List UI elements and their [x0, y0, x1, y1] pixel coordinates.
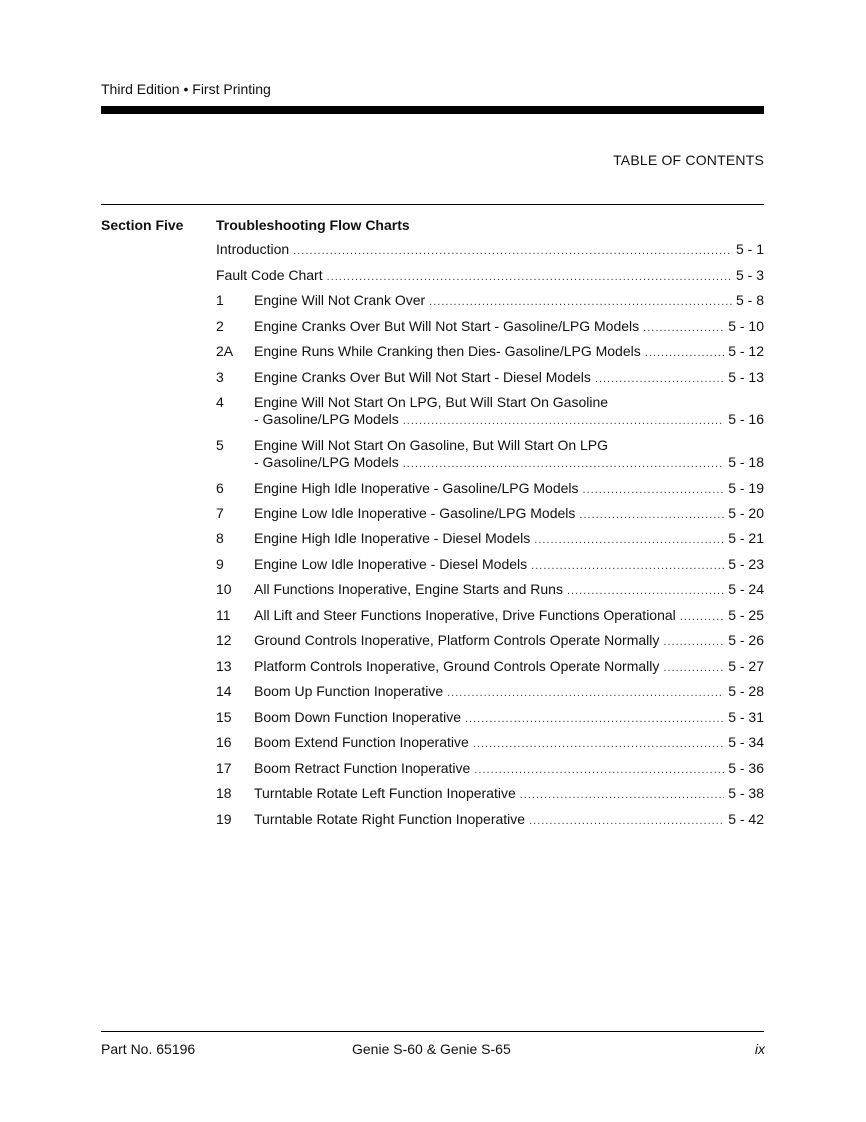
dot-leader: [293, 241, 732, 258]
toc-entry-title: Engine Low Idle Inoperative - Gasoline/LPG Models: [254, 505, 576, 521]
edition-line: Third Edition • First Printing: [101, 81, 271, 97]
section-title: Troubleshooting Flow Charts: [216, 217, 410, 233]
toc-entry-title: Engine Runs While Cranking then Dies- Gasoline/LPG Models: [254, 343, 641, 359]
toc-entry[interactable]: [216, 709, 764, 726]
toc-entry-number: 2: [216, 318, 224, 334]
dot-leader: [579, 505, 724, 522]
dot-leader: [429, 292, 732, 309]
toc-entry-page: 5 - 25: [728, 607, 764, 623]
dot-leader: [447, 683, 724, 700]
toc-entry-page: 5 - 12: [728, 343, 764, 359]
dot-leader: [583, 480, 725, 497]
section-label: Section Five: [101, 217, 184, 233]
toc-entry-title: Platform Controls Inoperative, Ground Controls Operate Normally: [254, 658, 660, 674]
toc-entry-number: 5: [216, 437, 224, 453]
toc-entry-title: Ground Controls Inoperative, Platform Controls Operate Normally: [254, 632, 660, 648]
header-rule: [101, 106, 764, 114]
dot-leader: [567, 581, 724, 598]
toc-entry-page: 5 - 27: [728, 658, 764, 674]
toc-entry-page: 5 - 19: [728, 480, 764, 496]
toc-entry[interactable]: [216, 505, 764, 522]
toc-entry-number: 2A: [216, 343, 234, 359]
dot-leader: [403, 411, 724, 428]
toc-entry[interactable]: [216, 480, 764, 497]
toc-entry-number: 17: [216, 760, 232, 776]
toc-entry[interactable]: [216, 241, 764, 258]
dot-leader: [663, 632, 724, 649]
toc-entry-title: Boom Up Function Inoperative: [254, 683, 444, 699]
toc-entry-number: 18: [216, 785, 232, 801]
toc-entry[interactable]: [216, 632, 764, 649]
toc-entry[interactable]: [216, 343, 764, 360]
toc-entry-page: 5 - 18: [728, 454, 764, 470]
toc-entry[interactable]: [216, 811, 764, 828]
toc-entry-number: 8: [216, 530, 224, 546]
toc-entry-title-cont: - Gasoline/LPG Models: [254, 454, 399, 470]
toc-entry-page: 5 - 16: [728, 411, 764, 427]
toc-entry[interactable]: [216, 683, 764, 700]
toc-entry-title: Engine Cranks Over But Will Not Start - Diesel Models: [254, 369, 591, 385]
dot-leader: [680, 607, 724, 624]
toc-entry-title: Engine High Idle Inoperative - Diesel Models: [254, 530, 531, 546]
toc-entry-page: 5 - 34: [728, 734, 764, 750]
toc-entry-number: 4: [216, 394, 224, 410]
toc-entry[interactable]: [216, 530, 764, 547]
toc-entry-page: 5 - 20: [728, 505, 764, 521]
toc-entry[interactable]: [216, 267, 764, 284]
toc-entry-page: 5 - 1: [735, 241, 764, 257]
toc-entry-number: 7: [216, 505, 224, 521]
toc-entry-title: Engine Low Idle Inoperative - Diesel Models: [254, 556, 528, 572]
toc-entry-page: 5 - 24: [728, 581, 764, 597]
toc-entry-number: 3: [216, 369, 224, 385]
toc-entry-page: 5 - 13: [728, 369, 764, 385]
toc-entry-number: 11: [216, 607, 231, 623]
toc-entry-title: Engine Cranks Over But Will Not Start - Gasoline/LPG Models: [254, 318, 640, 334]
toc-entry-page: 5 - 26: [728, 632, 764, 648]
toc-entry-number: 16: [216, 734, 232, 750]
toc-entry[interactable]: [216, 607, 764, 624]
dot-leader: [474, 760, 724, 777]
toc-entry-title: Fault Code Chart: [216, 267, 323, 283]
toc-entry-title: Turntable Rotate Left Function Inoperative: [254, 785, 516, 801]
toc-entry[interactable]: [216, 369, 764, 386]
toc-entry-title: Engine Will Not Start On LPG, But Will Start On Gasoline: [254, 394, 609, 410]
toc-entry-number: 13: [216, 658, 232, 674]
part-number: Part No. 65196: [101, 1041, 196, 1057]
dot-leader: [529, 811, 724, 828]
toc-entry-title: Boom Extend Function Inoperative: [254, 734, 469, 750]
dot-leader: [473, 734, 724, 751]
toc-entry-number: 1: [216, 292, 224, 308]
toc-entry-page: 5 - 3: [735, 267, 764, 283]
toc-entry[interactable]: [216, 734, 764, 751]
toc-entry-title: All Functions Inoperative, Engine Starts and Runs: [254, 581, 563, 597]
toc-entry-page: 5 - 23: [728, 556, 764, 572]
dot-leader: [520, 785, 724, 802]
toc-entry-title: Boom Down Function Inoperative: [254, 709, 461, 725]
toc-entry[interactable]: [216, 292, 764, 309]
dot-leader: [531, 556, 724, 573]
toc-entry-page: 5 - 36: [728, 760, 764, 776]
toc-entry-number: 10: [216, 581, 232, 597]
toc-entry-number: 14: [216, 683, 232, 699]
toc-entry-title: Introduction: [216, 241, 290, 257]
doc-title: TABLE OF CONTENTS: [613, 152, 764, 168]
dot-leader: [645, 343, 724, 360]
dot-leader: [643, 318, 724, 335]
toc-entry[interactable]: [216, 437, 764, 471]
toc-entry-page: 5 - 31: [728, 709, 764, 725]
toc-entry-title: Engine High Idle Inoperative - Gasoline/LPG Models: [254, 480, 579, 496]
toc-entry[interactable]: [216, 785, 764, 802]
toc-entry[interactable]: [216, 556, 764, 573]
section-rule: [101, 204, 764, 205]
toc-entry-page: 5 - 28: [728, 683, 764, 699]
dot-leader: [465, 709, 724, 726]
toc-entry-title: Turntable Rotate Right Function Inoperative: [254, 811, 526, 827]
toc-entry-number: 6: [216, 480, 224, 496]
page-number: ix: [754, 1041, 765, 1057]
toc-entry[interactable]: [216, 394, 764, 428]
dot-leader: [403, 454, 724, 471]
toc-entry-number: 12: [216, 632, 232, 648]
toc-entry[interactable]: [216, 760, 764, 777]
toc-entry-page: 5 - 8: [735, 292, 764, 308]
dot-leader: [663, 658, 724, 675]
toc-entry-page: 5 - 42: [728, 811, 764, 827]
model-name: Genie S-60 & Genie S-65: [352, 1041, 511, 1057]
toc-entry-number: 19: [216, 811, 232, 827]
toc-entry[interactable]: [216, 581, 764, 598]
toc-entry-number: 9: [216, 556, 224, 572]
toc-entry[interactable]: [216, 318, 764, 335]
toc-entry-page: 5 - 21: [728, 530, 764, 546]
toc-entry-title: Engine Will Not Start On Gasoline, But Will Start On LPG: [254, 437, 609, 453]
footer-rule: [101, 1031, 764, 1032]
toc-entry-title: All Lift and Steer Functions Inoperative, Drive Functions Operational: [254, 607, 676, 623]
dot-leader: [327, 267, 732, 284]
toc-entry-title: Engine Will Not Crank Over: [254, 292, 426, 308]
toc-entry-title: Boom Retract Function Inoperative: [254, 760, 471, 776]
toc-entry-title-cont: - Gasoline/LPG Models: [254, 411, 399, 427]
toc-entry-page: 5 - 10: [728, 318, 764, 334]
toc-entry-page: 5 - 38: [728, 785, 764, 801]
toc-entry-number: 15: [216, 709, 232, 725]
toc-entry[interactable]: [216, 658, 764, 675]
dot-leader: [595, 369, 724, 386]
dot-leader: [534, 530, 724, 547]
